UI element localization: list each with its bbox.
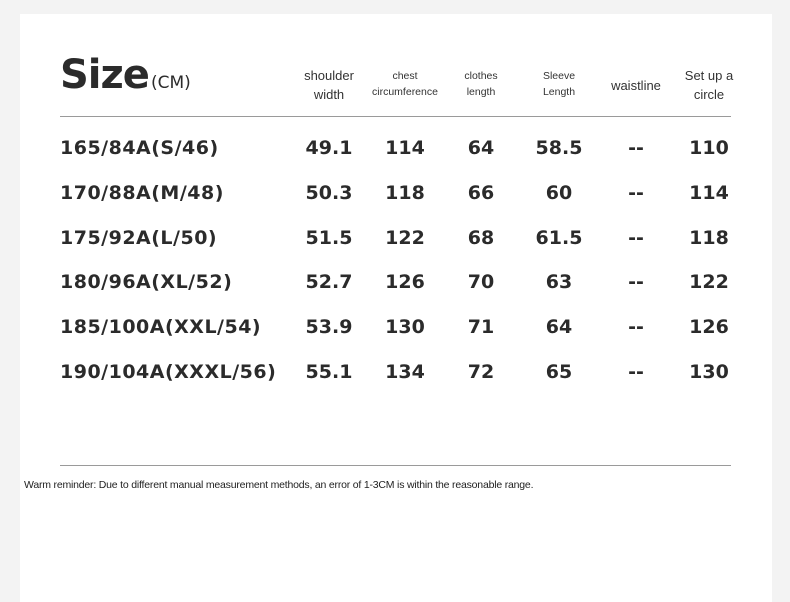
col-header-line: Sleeve — [542, 70, 576, 82]
waistline-value: -- — [628, 182, 644, 204]
header-divider — [60, 116, 731, 117]
circle-value: 110 — [689, 137, 729, 159]
table-row — [20, 175, 772, 211]
shoulder-width-value: 55.1 — [305, 361, 353, 383]
circle-value: 122 — [689, 271, 729, 293]
chest-value: 126 — [385, 271, 425, 293]
col-header-set-up-a-circle — [659, 66, 759, 104]
table-row — [20, 309, 772, 345]
clothes-length-value: 70 — [467, 271, 495, 293]
clothes-length-value: 64 — [467, 137, 495, 159]
circle-value: 130 — [689, 361, 729, 383]
sleeve-length-value: 63 — [545, 271, 573, 293]
shoulder-width-value: 53.9 — [305, 316, 353, 338]
col-header-line: circle — [693, 87, 725, 102]
waistline-value: -- — [628, 137, 644, 159]
size-label: 170/88A(M/48) — [60, 182, 224, 204]
waistline-value: -- — [628, 227, 644, 249]
title-unit: (CM) — [150, 73, 191, 93]
title-text: Size — [60, 52, 149, 98]
clothes-length-value: 66 — [467, 182, 495, 204]
footer-divider — [60, 465, 731, 466]
col-header-line: circumference — [372, 86, 438, 98]
shoulder-width-value: 50.3 — [305, 182, 353, 204]
waistline-value: -- — [628, 316, 644, 338]
table-row — [20, 130, 772, 166]
chest-value: 134 — [385, 361, 425, 383]
warm-reminder-note: Warm reminder: Due to different manual measurement methods, an error of 1-3CM is within the reasonable range. — [24, 479, 534, 491]
clothes-length-value: 68 — [467, 227, 495, 249]
chest-value: 122 — [385, 227, 425, 249]
col-header-line: clothes — [464, 70, 498, 82]
chest-value: 130 — [385, 316, 425, 338]
sleeve-length-value: 60 — [545, 182, 573, 204]
col-header-line: length — [466, 86, 496, 98]
size-label: 190/104A(XXXL/56) — [60, 361, 277, 383]
circle-value: 126 — [689, 316, 729, 338]
size-chart-card — [20, 14, 772, 602]
col-header-line: width — [313, 87, 345, 102]
circle-value: 118 — [689, 227, 729, 249]
shoulder-width-value: 51.5 — [305, 227, 353, 249]
table-row — [20, 354, 772, 390]
circle-value: 114 — [689, 182, 729, 204]
sleeve-length-value: 65 — [545, 361, 573, 383]
col-header-line: waistline — [611, 78, 661, 93]
col-header-line: shoulder — [304, 68, 354, 83]
col-header-line: Set up a — [684, 68, 734, 83]
size-label: 165/84A(S/46) — [60, 137, 219, 159]
clothes-length-value: 72 — [467, 361, 495, 383]
table-row — [20, 220, 772, 256]
size-label: 185/100A(XXL/54) — [60, 316, 262, 338]
sleeve-length-value: 64 — [545, 316, 573, 338]
sleeve-length-value: 58.5 — [535, 137, 583, 159]
col-header-line: chest — [392, 70, 418, 82]
waistline-value: -- — [628, 361, 644, 383]
shoulder-width-value: 49.1 — [305, 137, 353, 159]
chest-value: 118 — [385, 182, 425, 204]
shoulder-width-value: 52.7 — [305, 271, 353, 293]
waistline-value: -- — [628, 271, 644, 293]
col-header-line: Length — [542, 86, 576, 98]
chest-value: 114 — [385, 137, 425, 159]
size-label: 180/96A(XL/52) — [60, 271, 233, 293]
clothes-length-value: 71 — [467, 316, 495, 338]
sleeve-length-value: 61.5 — [535, 227, 583, 249]
table-row — [20, 264, 772, 300]
size-label: 175/92A(L/50) — [60, 227, 218, 249]
page-title — [60, 52, 191, 98]
